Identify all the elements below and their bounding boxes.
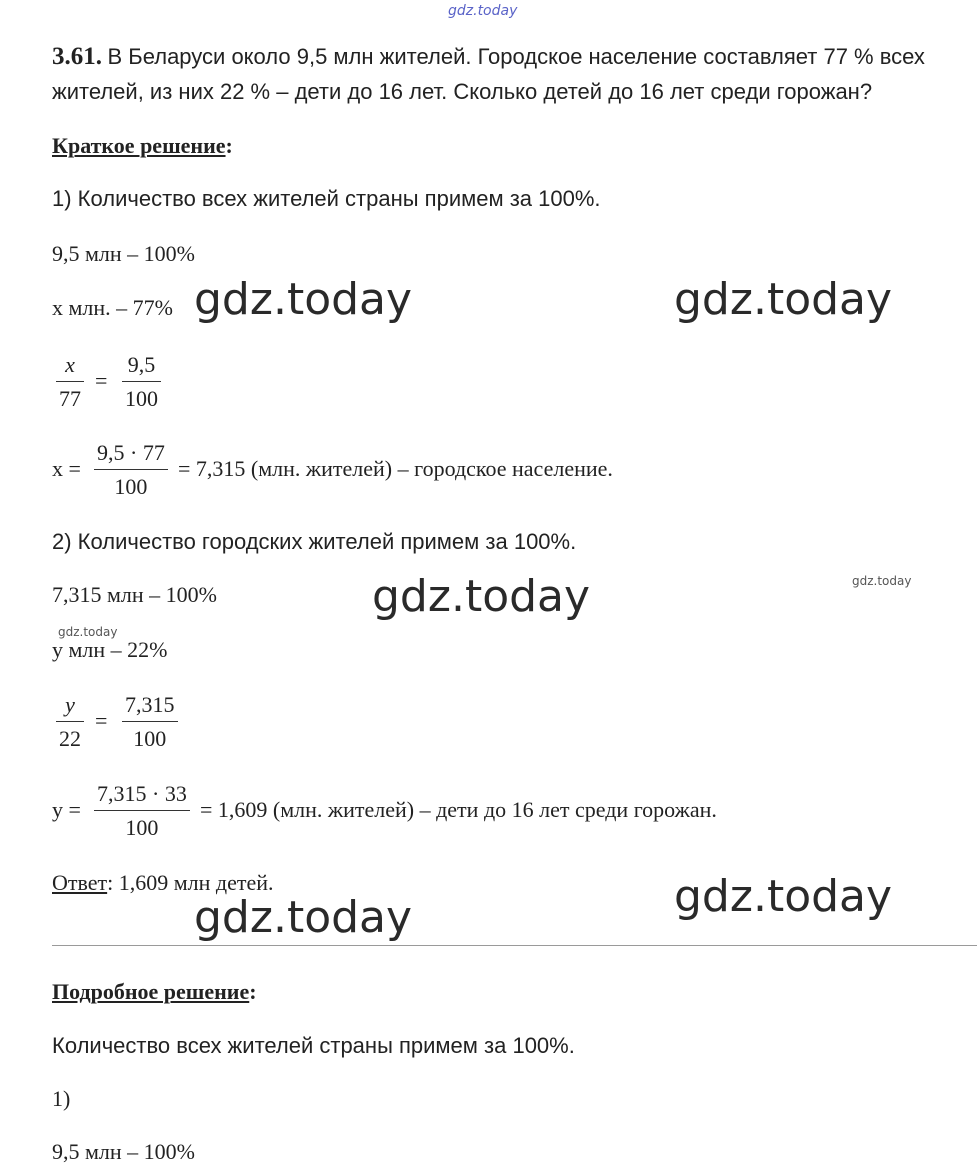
detailed-proportion-line-1: 9,5 млн – 100% — [52, 1139, 195, 1164]
fraction-bar — [56, 381, 84, 382]
short-proportion-line-4: y млн – 22% — [52, 637, 168, 662]
short-proportion-line-2: x млн. – 77% — [52, 295, 173, 320]
calc1-denominator: 100 — [114, 474, 148, 499]
prop1-left-numerator: x — [65, 352, 75, 377]
short-heading-colon: : — [225, 133, 233, 158]
calc1-numerator: 9,5 · 77 — [97, 440, 165, 465]
short-step-2: 2) Количество городских жителей примем за 100%. — [52, 529, 577, 554]
section-divider — [52, 945, 977, 946]
detailed-heading-colon: : — [249, 979, 257, 1004]
watermark-small-2: gdz.today — [58, 625, 118, 639]
watermark-big-3: gdz.today — [372, 571, 591, 622]
detailed-step-1: 1) — [52, 1086, 71, 1111]
prop1-left-denominator: 77 — [59, 386, 81, 411]
watermark-top: gdz.today — [448, 3, 518, 19]
prop2-left-numerator: y — [65, 692, 75, 717]
problem-text-1: В Беларуси около 9,5 млн жителей. Городское население составляет 77 % всех — [107, 44, 925, 69]
watermark-big-4: gdz.today — [674, 871, 893, 922]
fraction-bar — [94, 469, 168, 470]
fraction-bar — [94, 810, 190, 811]
prop2-equals: = — [95, 708, 108, 733]
fraction-bar — [122, 721, 178, 722]
calc2-numerator: 7,315 · 33 — [97, 781, 187, 806]
calc2-lhs: y = — [52, 797, 81, 822]
prop1-right-denominator: 100 — [125, 386, 158, 411]
fraction-bar — [56, 721, 84, 722]
prop2-right-denominator: 100 — [133, 726, 167, 751]
detailed-intro: Количество всех жителей страны примем за 100%. — [52, 1033, 575, 1058]
calc1-fraction — [94, 440, 168, 500]
answer-text: : 1,609 млн детей. — [107, 870, 274, 895]
answer-label: Ответ — [52, 870, 108, 895]
detailed-heading-text: Подробное решение — [52, 979, 250, 1004]
prop1-left-fraction — [56, 352, 84, 412]
prop1-equals: = — [95, 368, 108, 393]
calc2-result: = 1,609 (млн. жителей) – дети до 16 лет среди горожан. — [200, 797, 717, 822]
short-solution-heading — [52, 133, 233, 159]
calc1-lhs: x = — [52, 456, 81, 481]
watermark-big-5: gdz.today — [194, 892, 413, 943]
watermark-big-2: gdz.today — [674, 274, 893, 325]
prop1-right-numerator: 9,5 — [127, 352, 156, 377]
short-step-1: 1) Количество всех жителей страны примем за 100%. — [52, 186, 601, 211]
short-proportion-line-1: 9,5 млн – 100% — [52, 241, 195, 266]
problem-line-2: жителей, из них 22 % – дети до 16 лет. Сколько детей до 16 лет среди горожан? — [52, 79, 873, 104]
short-proportion-line-3: 7,315 млн – 100% — [52, 582, 217, 607]
problem-number: 3.61. — [52, 43, 102, 70]
fraction-bar — [122, 381, 161, 382]
detailed-solution-heading — [52, 979, 257, 1005]
prop2-right-numerator: 7,315 — [125, 692, 175, 717]
prop1-right-fraction — [122, 352, 161, 412]
watermark-small-1: gdz.today — [852, 574, 912, 588]
short-heading-text: Краткое решение — [52, 133, 226, 158]
calc1-result: = 7,315 (млн. жителей) – городское население. — [178, 456, 613, 481]
calc2-denominator: 100 — [125, 815, 159, 840]
prop2-left-fraction — [56, 692, 84, 752]
calc2-fraction — [94, 781, 190, 841]
prop2-left-denominator: 22 — [59, 726, 81, 751]
prop2-right-fraction — [122, 692, 178, 752]
watermark-big-1: gdz.today — [194, 274, 413, 325]
problem-line-1 — [52, 44, 925, 70]
